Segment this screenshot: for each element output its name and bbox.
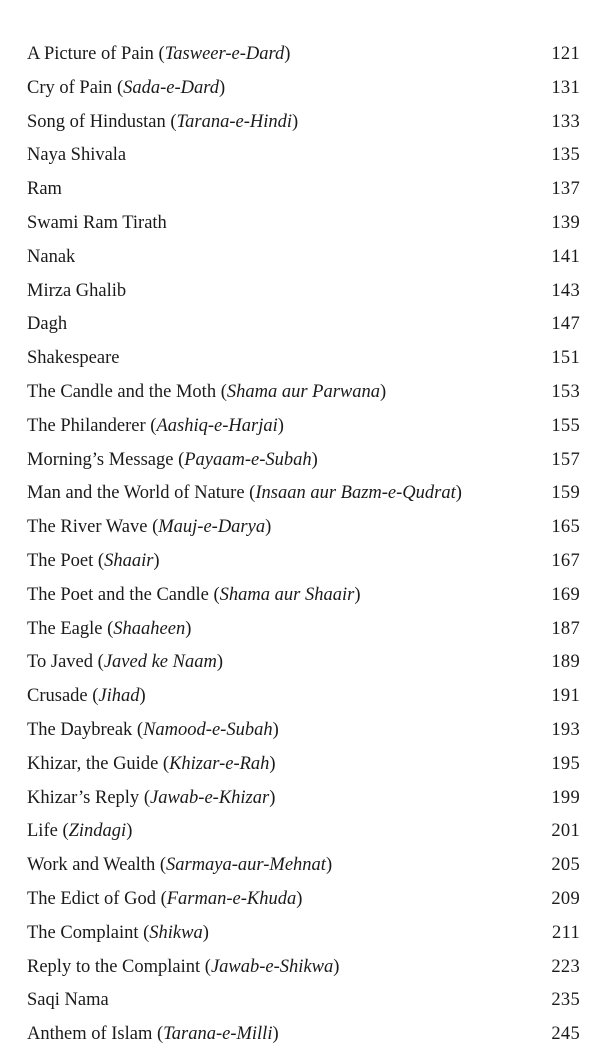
urdu-title: Khizar-e-Rah xyxy=(169,753,270,774)
urdu-title: Sada-e-Dard xyxy=(123,77,220,98)
toc-entry xyxy=(27,916,580,950)
toc-entry-title xyxy=(27,172,62,206)
toc-entry-title: Song of Hindustan (Tarana-e-Hindi) xyxy=(27,111,299,132)
english-title: Khizar’s Reply xyxy=(27,787,140,808)
english-title: The River Wave xyxy=(27,517,148,538)
toc-entry-title xyxy=(27,341,119,375)
toc-entry-title: The Daybreak (Namood-e-Subah) xyxy=(27,720,279,740)
toc-entry xyxy=(27,747,580,781)
page-number: 133 xyxy=(551,111,580,132)
toc-entry xyxy=(27,510,580,544)
toc-entry-title: Reply to the Complaint (Jawab-e-Shikwa) xyxy=(27,956,340,977)
toc-entry xyxy=(27,645,580,679)
urdu-title: Insaan aur Bazm-e-Qudrat xyxy=(255,483,456,504)
toc-entry-title: Life (Zindagi) xyxy=(27,821,133,842)
english-title: The Poet xyxy=(27,551,94,571)
toc-entry-title: The Eagle (Shaaheen) xyxy=(27,618,192,639)
urdu-title: Payaam-e-Subah xyxy=(184,449,312,470)
english-title: Nanak xyxy=(27,246,76,267)
toc-entry xyxy=(27,172,580,206)
english-title: Saqi Nama xyxy=(27,990,109,1011)
toc-entry xyxy=(27,578,580,612)
toc-entry-title xyxy=(27,274,126,308)
page-number: 235 xyxy=(551,990,580,1011)
urdu-title: Mauj-e-Darya xyxy=(158,517,266,538)
page-number: 199 xyxy=(551,787,580,808)
english-title: The Eagle xyxy=(27,618,103,639)
toc-entry xyxy=(27,882,580,916)
page-number: 195 xyxy=(551,753,580,774)
page-number: 153 xyxy=(551,382,580,402)
english-title: To Javed xyxy=(27,652,94,673)
toc-entry xyxy=(27,476,580,510)
english-title: Work and Wealth xyxy=(27,855,156,876)
toc-entry xyxy=(27,37,580,71)
page-number: 245 xyxy=(551,1024,580,1045)
urdu-title: Tarana-e-Hindi xyxy=(176,111,293,132)
english-title: The Edict of God xyxy=(27,889,156,909)
urdu-title: Namood-e-Subah xyxy=(143,720,273,740)
toc-entry-title: Khizar, the Guide (Khizar-e-Rah) xyxy=(27,753,276,774)
urdu-title: Shaaheen xyxy=(113,618,186,639)
english-title: Ram xyxy=(27,179,62,200)
urdu-title: Sarmaya-aur-Mehnat xyxy=(166,855,326,876)
english-title: The Complaint xyxy=(27,922,139,943)
urdu-title: Tarana-e-Milli xyxy=(163,1024,273,1045)
page-number: 159 xyxy=(551,483,580,504)
toc-entry xyxy=(27,781,580,815)
toc-entry-title: The River Wave (Mauj-e-Darya) xyxy=(27,517,272,538)
toc-entry xyxy=(27,848,580,882)
page-number: 155 xyxy=(551,415,580,436)
page-number: 121 xyxy=(551,44,580,64)
page-number: 135 xyxy=(551,145,580,166)
page-number: 187 xyxy=(551,618,580,639)
english-title: Morning’s Message xyxy=(27,449,174,470)
page-number: 157 xyxy=(551,449,580,470)
english-title: The Candle and the Moth xyxy=(27,382,217,402)
toc-entry xyxy=(27,341,580,375)
english-title: Song of Hindustan xyxy=(27,111,166,132)
urdu-title: Shama aur Parwana xyxy=(226,382,381,402)
toc-entry-title: The Edict of God (Farman-e-Khuda) xyxy=(27,889,303,909)
toc-entry xyxy=(27,307,580,341)
toc-entry-title: Man and the World of Nature (Insaan aur Bazm-e-Qudrat) xyxy=(27,483,462,504)
page-number: 151 xyxy=(551,348,580,369)
page-number: 141 xyxy=(551,246,580,267)
urdu-title: Jihad xyxy=(98,686,140,707)
english-title: Reply to the Complaint xyxy=(27,956,201,977)
toc-entry-title xyxy=(27,983,109,1017)
urdu-title: Shaair xyxy=(104,551,154,571)
english-title: The Daybreak xyxy=(27,720,133,740)
toc-entry-title xyxy=(27,138,126,172)
page-number: 169 xyxy=(551,584,580,605)
english-title: Shakespeare xyxy=(27,348,120,369)
toc-entry xyxy=(27,71,580,105)
toc-entry-title xyxy=(27,307,67,341)
toc-entry-title: The Philanderer (Aashiq-e-Harjai) xyxy=(27,415,284,436)
english-title: Anthem of Islam xyxy=(27,1024,153,1045)
page-number: 165 xyxy=(551,517,580,538)
toc-entry xyxy=(27,950,580,984)
urdu-title: Farman-e-Khuda xyxy=(166,889,297,909)
toc-entry-title: Morning’s Message (Payaam-e-Subah) xyxy=(27,449,318,470)
page-number: 193 xyxy=(551,720,580,740)
toc-entry-title: Work and Wealth (Sarmaya-aur-Mehnat) xyxy=(27,855,333,876)
urdu-title: Zindagi xyxy=(68,821,127,842)
toc-entry xyxy=(27,713,580,747)
page-number: 137 xyxy=(551,179,580,200)
toc-entry xyxy=(27,612,580,646)
english-title: The Poet and the Candle xyxy=(27,584,209,605)
page-number: 139 xyxy=(551,213,580,233)
toc-entry-title: The Poet (Shaair) xyxy=(27,551,160,571)
english-title: Dagh xyxy=(27,314,68,335)
toc-entry xyxy=(27,138,580,172)
toc-entry xyxy=(27,105,580,139)
page-number: 143 xyxy=(551,280,580,301)
toc-entry-title: Khizar’s Reply (Jawab-e-Khizar) xyxy=(27,787,276,808)
page-number: 201 xyxy=(551,821,580,842)
urdu-title: Shikwa xyxy=(149,922,203,943)
english-title: Swami Ram Tirath xyxy=(27,213,167,233)
page-number: 191 xyxy=(551,686,580,707)
english-title: Life xyxy=(27,821,58,842)
toc-entry xyxy=(27,1017,580,1051)
urdu-title: Shama aur Shaair xyxy=(219,584,355,605)
english-title: Naya Shivala xyxy=(27,145,127,166)
toc-entry xyxy=(27,240,580,274)
page-number: 131 xyxy=(551,77,580,98)
english-title: Cry of Pain xyxy=(27,77,113,98)
toc-entry xyxy=(27,983,580,1017)
toc-entry-title: Cry of Pain (Sada-e-Dard) xyxy=(27,77,226,98)
english-title: Mirza Ghalib xyxy=(27,280,127,301)
page-number: 211 xyxy=(552,922,580,943)
page-number: 223 xyxy=(551,956,580,977)
toc-entry-title: The Complaint (Shikwa) xyxy=(27,922,209,943)
page-number: 147 xyxy=(551,314,580,335)
toc-entry xyxy=(27,375,580,409)
toc-entry xyxy=(27,544,580,578)
urdu-title: Jawab-e-Shikwa xyxy=(210,956,334,977)
page-number: 205 xyxy=(551,855,580,876)
page-number: 167 xyxy=(551,551,580,571)
english-title: Khizar, the Guide xyxy=(27,753,159,774)
english-title: Man and the World of Nature xyxy=(27,483,245,504)
toc-entry xyxy=(27,206,580,240)
toc-entry-title: A Picture of Pain (Tasweer-e-Dard) xyxy=(27,44,291,64)
toc-entry xyxy=(27,443,580,477)
toc-entry xyxy=(27,274,580,308)
toc-entry-title: To Javed (Javed ke Naam) xyxy=(27,652,223,673)
urdu-title: Jawab-e-Khizar xyxy=(149,787,270,808)
toc-entry-title xyxy=(27,206,167,240)
toc-entry xyxy=(27,409,580,443)
english-title: Crusade xyxy=(27,686,88,707)
page-number: 209 xyxy=(551,889,580,909)
page-number: 189 xyxy=(551,652,580,673)
urdu-title: Aashiq-e-Harjai xyxy=(156,415,278,436)
toc-entry-title: Anthem of Islam (Tarana-e-Milli) xyxy=(27,1024,279,1045)
toc-entry-title xyxy=(27,240,75,274)
toc-entry-title: The Candle and the Moth (Shama aur Parwana) xyxy=(27,382,387,402)
english-title: A Picture of Pain xyxy=(27,44,154,64)
toc-entry-title: Crusade (Jihad) xyxy=(27,686,146,707)
toc-entry xyxy=(27,814,580,848)
urdu-title: Javed ke Naam xyxy=(103,652,217,673)
english-title: The Philanderer xyxy=(27,415,146,436)
toc-entry-title: The Poet and the Candle (Shama aur Shaair) xyxy=(27,584,361,605)
urdu-title: Tasweer-e-Dard xyxy=(164,44,285,64)
toc-entry xyxy=(27,679,580,713)
